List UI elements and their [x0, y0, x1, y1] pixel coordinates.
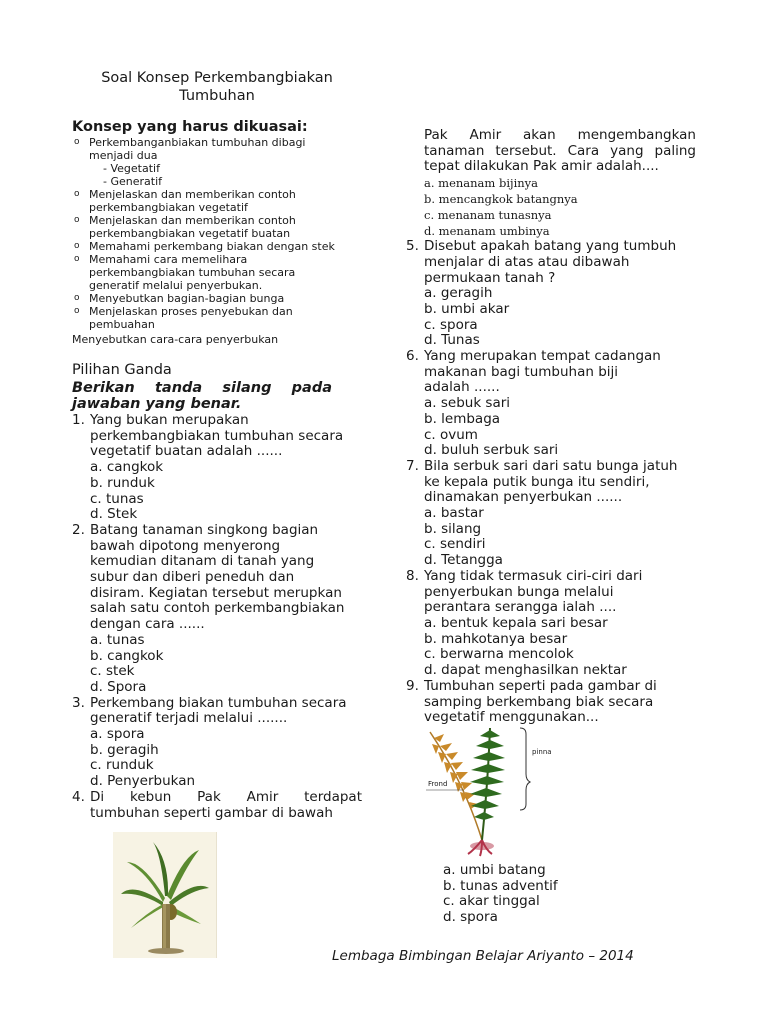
konsep-last-line: Menyebutkan cara-cara penyerbukan	[72, 333, 279, 346]
option-d[interactable]: d. Penyerbukan	[90, 773, 196, 790]
question-text: salah satu contoh perkembangbiakan	[90, 600, 345, 617]
option-b[interactable]: b. cangkok	[90, 647, 164, 664]
question-8	[406, 569, 696, 679]
option-d[interactable]: d. menanam umbinya	[424, 224, 550, 239]
konsep-text: perkembangbiakan vegetatif	[89, 201, 248, 214]
instruction-line-1: Berikan tanda silang pada	[72, 380, 332, 396]
question-text: disiram. Kegiatan tersebut merupkan	[90, 584, 342, 601]
question-text: vegetatif buatan adalah ......	[90, 443, 283, 460]
option-c[interactable]: c. akar tinggal	[443, 893, 540, 910]
question-7	[406, 459, 696, 569]
option-d[interactable]: d. buluh serbuk sari	[424, 442, 559, 459]
konsep-item	[72, 240, 342, 253]
bullet-icon: o	[74, 293, 80, 303]
bullet-icon: o	[74, 215, 80, 225]
question-text: Tumbuhan seperti pada gambar di	[424, 677, 657, 694]
question-text: Pak Amir akan mengembangkan	[424, 127, 696, 143]
page-title	[72, 69, 362, 105]
option-d[interactable]: d. Spora	[90, 678, 147, 695]
question-9	[406, 679, 696, 726]
question-9-options	[443, 863, 643, 926]
option-c[interactable]: c. menanam tunasnya	[424, 208, 552, 223]
option-a[interactable]: a. spora	[90, 726, 145, 743]
question-text: Yang tidak termasuk ciri-ciri dari	[424, 567, 643, 584]
question-3	[72, 696, 362, 790]
title-line-1: Soal Konsep Perkembangbiakan	[101, 70, 333, 86]
option-c[interactable]: c. sendiri	[424, 536, 486, 553]
option-c[interactable]: c. ovum	[424, 426, 478, 443]
fern-plant-image	[424, 722, 574, 862]
question-text: Disebut apakah batang yang tumbuh	[424, 238, 677, 255]
question-number: 9.	[406, 677, 419, 694]
question-text: vegetatif menggunakan...	[424, 709, 599, 726]
question-list-left	[72, 413, 362, 821]
konsep-text: Menyebutkan bagian-bagian bunga	[89, 292, 285, 305]
question-text: Bila serbuk sari dari satu bunga jatuh	[424, 457, 678, 474]
question-2	[72, 523, 362, 696]
option-a[interactable]: a. menanam bijinya	[424, 176, 539, 191]
label-frond: Frond	[428, 780, 448, 788]
option-b[interactable]: b. umbi akar	[424, 300, 510, 317]
question-text: dinamakan penyerbukan ......	[424, 489, 623, 506]
question-text: dengan cara ......	[90, 616, 205, 633]
option-d[interactable]: d. Tetangga	[424, 552, 503, 569]
question-list-right	[406, 128, 696, 726]
sub-item-generatif: - Generatif	[103, 175, 163, 188]
option-c[interactable]: c. tunas	[90, 490, 144, 507]
konsep-text: Perkembanganbiakan tumbuhan dibagi	[89, 136, 306, 149]
konsep-item	[72, 292, 342, 305]
question-number: 3.	[72, 694, 85, 711]
option-b[interactable]: b. mahkotanya besar	[424, 630, 568, 647]
question-text: kemudian ditanam di tanah yang	[90, 553, 315, 570]
question-text: Yang merupakan tempat cadangan	[424, 348, 661, 365]
sub-item-vegetatif: - Vegetatif	[103, 162, 160, 175]
question-text: tumbuhan seperti gambar di bawah	[90, 804, 333, 821]
question-number: 1.	[72, 412, 85, 428]
footer-credit: Lembaga Bimbingan Belajar Ariyanto – 2014	[332, 948, 634, 964]
question-text: tepat dilakukan Pak amir adalah....	[424, 158, 659, 175]
konsep-item	[72, 214, 342, 240]
question-text: Yang bukan merupakan	[90, 412, 249, 428]
question-4-continued	[406, 128, 696, 175]
bullet-icon: o	[74, 306, 80, 316]
question-text: ke kepala putik bunga itu sendiri,	[424, 473, 650, 490]
question-text: perkembangbiakan tumbuhan secara	[90, 427, 344, 444]
option-c[interactable]: c. runduk	[90, 757, 154, 774]
question-text: perantara serangga ialah ....	[424, 599, 617, 616]
option-d[interactable]: d. Stek	[90, 506, 138, 523]
bullet-icon: o	[74, 137, 80, 147]
konsep-item	[72, 136, 342, 188]
option-b[interactable]: b. runduk	[90, 474, 155, 491]
question-text: samping berkembang biak secara	[424, 693, 654, 710]
option-a[interactable]: a. geragih	[424, 285, 493, 302]
konsep-text: menjadi dua	[89, 149, 158, 162]
question-4	[72, 790, 362, 821]
question-number: 7.	[406, 457, 419, 474]
konsep-heading: Konsep yang harus dikuasai:	[72, 119, 308, 135]
option-a[interactable]: a. cangkok	[90, 459, 164, 476]
option-c[interactable]: c. berwarna mencolok	[424, 646, 574, 663]
question-number: 8.	[406, 567, 419, 584]
option-b[interactable]: b. geragih	[90, 741, 159, 758]
konsep-text: generatif melalui penyerbukan.	[89, 279, 263, 292]
option-a[interactable]: a. tunas	[90, 631, 145, 648]
option-d[interactable]: d. spora	[443, 909, 498, 926]
question-number: 6.	[406, 348, 419, 365]
question-6	[406, 349, 696, 459]
option-a[interactable]: a. bastar	[424, 505, 484, 522]
question-text: Batang tanaman singkong bagian	[90, 521, 319, 538]
question-text: permukaan tanah ?	[424, 269, 556, 286]
option-b[interactable]: b. silang	[424, 520, 482, 537]
option-b[interactable]: b. mencangkok batangnya	[424, 192, 578, 207]
question-text: makanan bagi tumbuhan biji	[424, 363, 619, 380]
konsep-list	[72, 136, 342, 331]
bullet-icon: o	[74, 189, 80, 199]
question-number: 2.	[72, 521, 85, 538]
konsep-item	[72, 253, 342, 292]
question-text: penyerbukan bunga melalui	[424, 583, 614, 600]
konsep-text: Menjelaskan proses penyebukan dan	[89, 305, 293, 318]
konsep-text: pembuahan	[89, 318, 155, 331]
question-number: 4.	[72, 788, 85, 805]
question-5	[406, 239, 696, 349]
konsep-item	[72, 188, 342, 214]
section-heading-pilihan-ganda: Pilihan Ganda	[72, 362, 172, 378]
banana-plant-image	[113, 832, 217, 958]
option-a[interactable]: a. umbi batang	[443, 862, 546, 878]
konsep-item	[72, 305, 342, 331]
option-c[interactable]: c. spora	[424, 316, 478, 333]
option-c[interactable]: c. stek	[90, 663, 135, 680]
konsep-text: Memahami cara memelihara	[89, 253, 248, 266]
question-text: Di kebun Pak Amir terdapat	[90, 788, 362, 805]
question-1	[72, 413, 362, 523]
option-d[interactable]: d. dapat menghasilkan nektar	[424, 662, 627, 679]
question-text: menjalar di atas atau dibawah	[424, 253, 630, 270]
question-text: subur dan diberi peneduh dan	[90, 569, 295, 586]
question-number: 5.	[406, 238, 419, 255]
option-b[interactable]: b. tunas adventif	[443, 877, 558, 894]
konsep-text: perkembangbiakan vegetatif buatan	[89, 227, 291, 240]
option-a[interactable]: a. bentuk kepala sari besar	[424, 614, 608, 631]
konsep-text: Memahami perkembang biakan dengan stek	[89, 240, 335, 253]
konsep-text: Menjelaskan dan memberikan contoh	[89, 214, 296, 227]
question-text: bawah dipotong menyerong	[90, 537, 281, 554]
label-pinna: pinna	[532, 748, 552, 756]
question-text: adalah ......	[424, 379, 500, 396]
question-text: tanaman tersebut. Cara yang paling	[424, 142, 696, 159]
bullet-icon: o	[74, 254, 80, 264]
option-b[interactable]: b. lembaga	[424, 410, 501, 427]
title-line-2: Tumbuhan	[179, 88, 255, 104]
option-d[interactable]: d. Tunas	[424, 332, 480, 349]
bullet-icon: o	[74, 241, 80, 251]
option-a[interactable]: a. sebuk sari	[424, 395, 511, 412]
question-text: generatif terjadi melalui .......	[90, 710, 288, 727]
konsep-text: perkembangbiakan tumbuhan secara	[89, 266, 296, 279]
question-text: Perkembang biakan tumbuhan secara	[90, 694, 347, 711]
konsep-text: Menjelaskan dan memberikan contoh	[89, 188, 296, 201]
instruction-line-2: jawaban yang benar.	[72, 396, 242, 412]
